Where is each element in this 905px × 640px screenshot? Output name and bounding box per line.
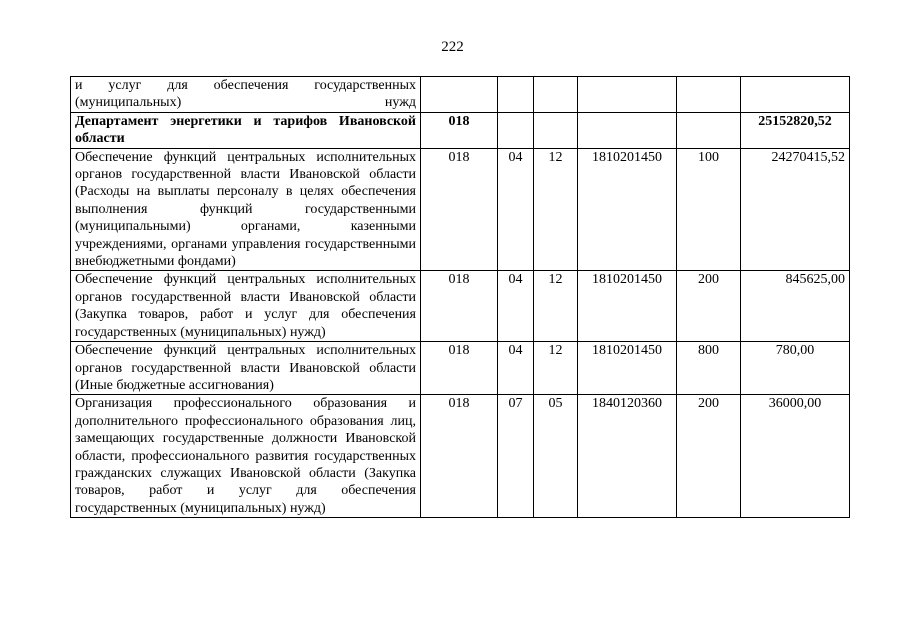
amount: 845625,00: [741, 271, 850, 342]
subsection-code: 05: [534, 395, 578, 518]
expense-type-code: 800: [677, 342, 741, 395]
section-code: 04: [498, 148, 534, 271]
target-code: 1810201450: [578, 148, 677, 271]
amount: 25152820,52: [741, 112, 850, 148]
target-code: 1810201450: [578, 342, 677, 395]
row-description: Департамент энергетики и тарифов Ивановской области: [71, 112, 421, 148]
amount: [741, 77, 850, 113]
subsection-code: [534, 77, 578, 113]
target-code: 1840120360: [578, 395, 677, 518]
row-description: Организация профессионального образования и дополнительного профессионального образования лиц, замещающих государственные должности Ивановской области, профессионального развития государственных гражданских служащих Ивановской области (Закупка товаров, работ и услуг для обеспечения государственных (муниципальных) нужд): [71, 395, 421, 518]
row-description: Обеспечение функций центральных исполнительных органов государственной власти Ивановской области (Иные бюджетные ассигнования): [71, 342, 421, 395]
ministry-code: 018: [421, 395, 498, 518]
page-number: 222: [441, 39, 464, 55]
subsection-code: [534, 112, 578, 148]
amount: 24270415,52: [741, 148, 850, 271]
ministry-code: 018: [421, 112, 498, 148]
subsection-code: 12: [534, 148, 578, 271]
subsection-code: 12: [534, 271, 578, 342]
table-row: [71, 148, 850, 271]
ministry-code: [421, 77, 498, 113]
expense-type-code: [677, 112, 741, 148]
table-row: [71, 271, 850, 342]
table-row: [71, 395, 850, 518]
amount: 36000,00: [741, 395, 850, 518]
target-code: 1810201450: [578, 271, 677, 342]
amount: 780,00: [741, 342, 850, 395]
table-row: [71, 342, 850, 395]
table-row: [71, 112, 850, 148]
target-code: [578, 77, 677, 113]
section-code: 07: [498, 395, 534, 518]
section-code: 04: [498, 271, 534, 342]
row-description: Обеспечение функций центральных исполнительных органов государственной власти Ивановской области (Расходы на выплаты персоналу в целях обеспечения выполнения функций государственными (муниципальными) органами, казенными учреждениями, органами управления государственными внебюджетными фондами): [71, 148, 421, 271]
expense-type-code: 100: [677, 148, 741, 271]
ministry-code: 018: [421, 148, 498, 271]
expense-type-code: 200: [677, 271, 741, 342]
target-code: [578, 112, 677, 148]
ministry-code: 018: [421, 271, 498, 342]
table-row: [71, 77, 850, 113]
section-code: [498, 112, 534, 148]
expense-type-code: 200: [677, 395, 741, 518]
expense-type-code: [677, 77, 741, 113]
subsection-code: 12: [534, 342, 578, 395]
section-code: [498, 77, 534, 113]
row-description: и услуг для обеспечения государственных (муниципальных) нужд: [71, 77, 421, 113]
row-description: Обеспечение функций центральных исполнительных органов государственной власти Ивановской области (Закупка товаров, работ и услуг для обеспечения государственных (муниципальных) нужд): [71, 271, 421, 342]
budget-table: [70, 76, 850, 518]
ministry-code: 018: [421, 342, 498, 395]
section-code: 04: [498, 342, 534, 395]
